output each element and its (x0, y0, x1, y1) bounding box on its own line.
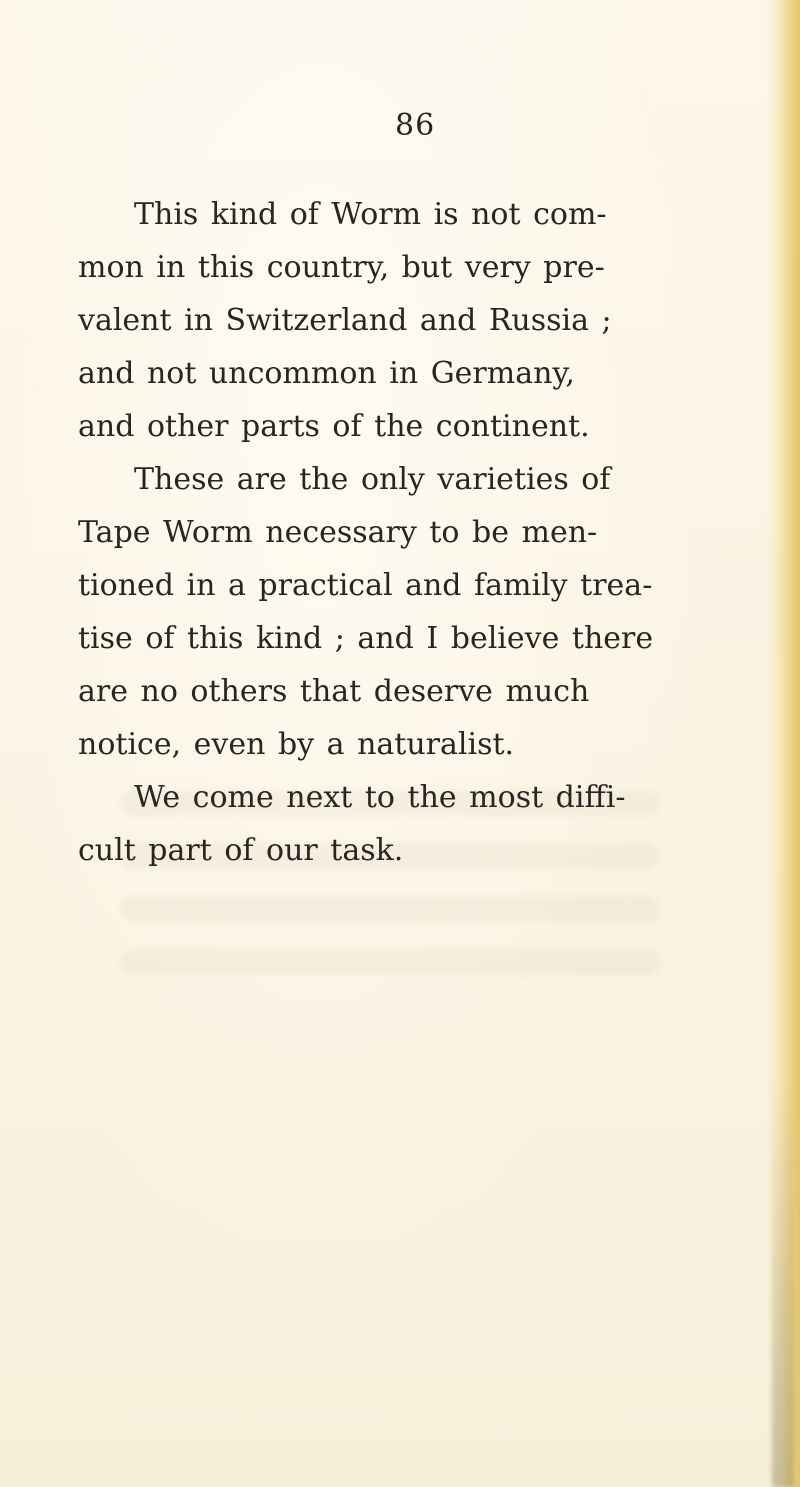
page-number: 86 (395, 108, 436, 143)
text-line: and other parts of the continent. (78, 409, 590, 444)
text-line: mon in this country, but very pre- (78, 250, 605, 285)
text-line: tioned in a practical and family trea- (78, 568, 653, 603)
body-text (78, 188, 698, 877)
show-through-mark (120, 949, 660, 975)
text-line: This kind of Worm is not com- (134, 197, 607, 232)
page-edge-shadow (772, 1080, 794, 1487)
text-line: cult part of our task. (78, 833, 404, 868)
text-line: and not uncommon in Germany, (78, 356, 575, 391)
text-line: valent in Switzerland and Russia ; (78, 303, 612, 338)
text-line: These are the only varieties of (134, 462, 611, 497)
text-line: tise of this kind ; and I believe there (78, 621, 654, 656)
show-through-mark (120, 896, 660, 922)
text-line: We come next to the most diffi- (134, 780, 626, 815)
text-line: Tape Worm necessary to be men- (78, 515, 598, 550)
text-line: are no others that deserve much (78, 674, 590, 709)
text-line: notice, even by a naturalist. (78, 727, 515, 762)
